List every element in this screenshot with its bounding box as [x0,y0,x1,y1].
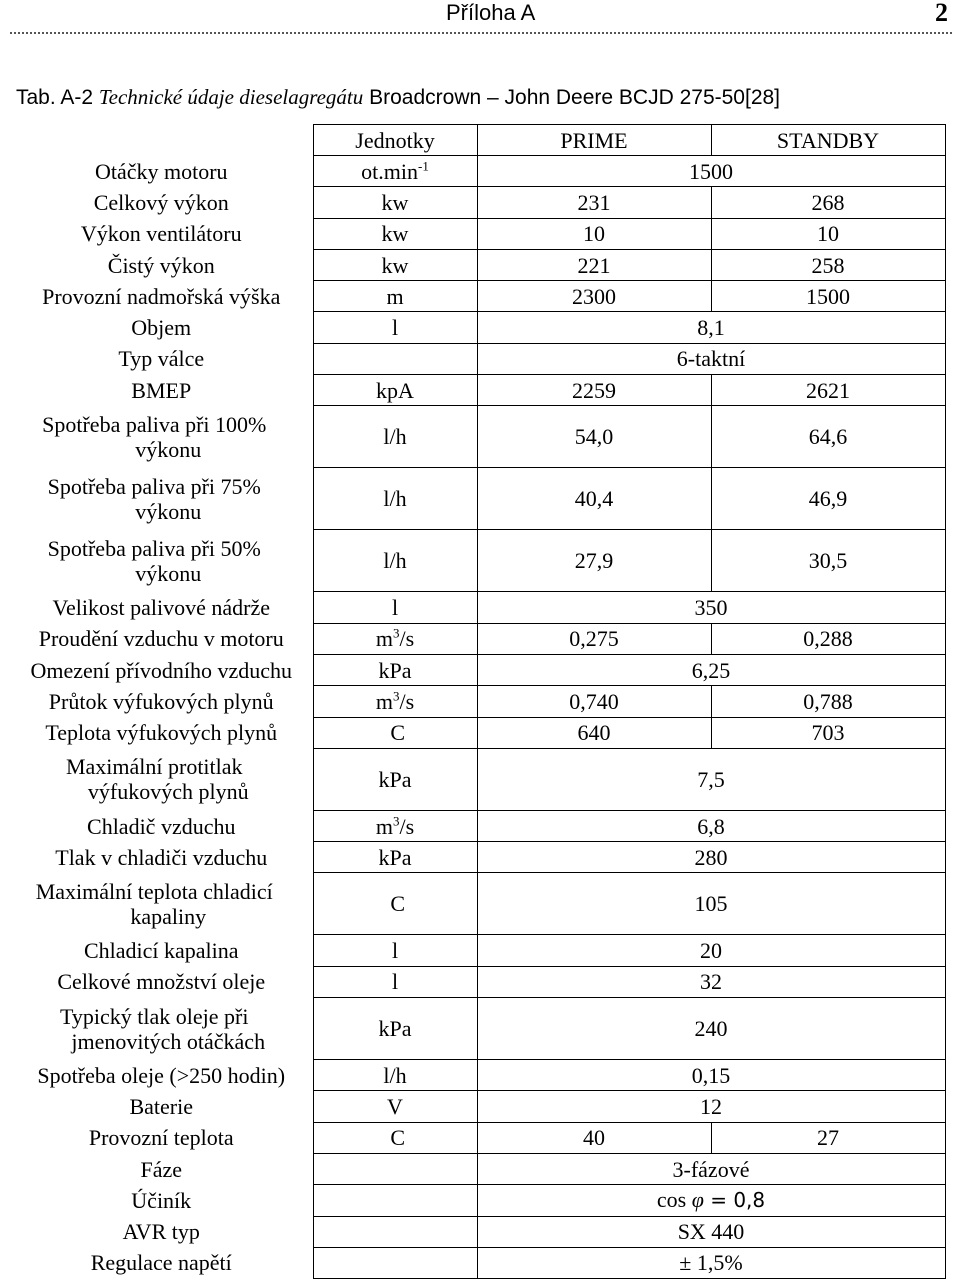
unit-superscript: -1 [418,158,429,174]
unit-tail: /s [399,626,415,652]
table-row [10,842,945,873]
unit-base: ot.min [361,158,418,184]
row-label-wrap [48,536,275,586]
row-label-line1: Spotřeba paliva při 100% [42,411,267,437]
row-standby-value: 0,288 [711,623,945,654]
row-unit: C [313,717,477,748]
table-row [10,156,945,187]
table-row [10,218,945,249]
row-standby-value: 2621 [711,375,945,406]
row-unit: l/h [313,468,477,530]
row-label: Omezení přívodního vzduchu [10,654,313,685]
table-row [10,249,945,280]
row-label-line1: Spotřeba paliva při 75% [47,473,261,499]
row-label: Teplota výfukových plynů [10,717,313,748]
row-unit: kPa [313,998,477,1060]
table-row [10,406,945,468]
table-row [10,312,945,343]
table-row [10,1122,945,1153]
row-merged-value: 20 [477,935,945,966]
row-label: Baterie [10,1091,313,1122]
unit-tail: /s [399,688,415,714]
row-unit: kpA [313,375,477,406]
row-unit [313,156,477,187]
row-merged-value: 32 [477,966,945,997]
table-row [10,375,945,406]
row-unit: kPa [313,842,477,873]
row-label [10,530,313,592]
cos-value: = 0,8 [703,1188,766,1213]
row-prime-value: 27,9 [477,530,711,592]
row-unit: l/h [313,530,477,592]
table-row [10,654,945,685]
row-merged-value: 12 [477,1091,945,1122]
cos-prefix: cos [656,1187,692,1213]
row-prime-value: 2300 [477,281,711,312]
row-label-line2: výfukových plynů [87,779,249,805]
row-standby-value: 1500 [711,281,945,312]
table-row [10,686,945,717]
unit-superscript: 3 [392,625,400,641]
row-label-wrap [57,1004,265,1054]
row-standby-value: 46,9 [711,468,945,530]
row-unit [313,1247,477,1278]
row-label-line2: výkonu [135,560,202,586]
row-label: Proudění vzduchu v motoru [10,623,313,654]
row-standby-value: 258 [711,249,945,280]
row-prime-value: 640 [477,717,711,748]
row-unit: l [313,592,477,623]
phi-symbol: φ [691,1187,704,1213]
table-row [10,343,945,374]
row-label [10,748,313,810]
row-label: Chladič vzduchu [10,810,313,841]
row-label-line1: Maximální protitlak [65,754,243,780]
row-prime-value: 0,275 [477,623,711,654]
row-unit: kw [313,187,477,218]
row-label [10,998,313,1060]
row-label: Výkon ventilátoru [10,218,313,249]
unit-superscript: 3 [392,813,400,829]
unit-base: m [375,688,393,714]
row-prime-value: 221 [477,249,711,280]
row-unit [313,623,477,654]
row-unit [313,1153,477,1184]
caption-suffix: Broadcrown – John Deere BCJD 275-50[28] [363,86,781,109]
row-prime-value: 231 [477,187,711,218]
unit-base: m [375,813,393,839]
row-prime-value: 2259 [477,375,711,406]
row-label: Fáze [10,1153,313,1184]
row-unit: l [313,935,477,966]
row-unit: kw [313,218,477,249]
row-label: Provozní teplota [10,1122,313,1153]
row-unit: C [313,1122,477,1153]
row-prime-value: 40,4 [477,468,711,530]
row-prime-value: 54,0 [477,406,711,468]
page-number: 2 [935,0,948,27]
row-standby-value: 30,5 [711,530,945,592]
caption-prefix: Tab. A-2 [16,86,99,109]
row-label [10,873,313,935]
table-row [10,966,945,997]
row-label-wrap [48,474,275,524]
col-header-standby: STANDBY [711,125,945,156]
row-label [10,406,313,468]
col-header-prime: PRIME [477,125,711,156]
row-unit [313,686,477,717]
row-merged-value: ± 1,5% [477,1247,945,1278]
row-prime-value: 10 [477,218,711,249]
row-standby-value: 27 [711,1122,945,1153]
col-header-units: Jednotky [313,125,477,156]
row-label: Chladicí kapalina [10,935,313,966]
table-row [10,187,945,218]
page-header [10,0,952,34]
row-label-line1: Spotřeba paliva při 50% [47,535,261,561]
table-row [10,1247,945,1278]
row-unit: m [313,281,477,312]
row-label-line1: Typický tlak oleje při [60,1003,249,1029]
row-unit: kPa [313,748,477,810]
row-standby-value: 268 [711,187,945,218]
row-label-line2: jmenovitých otáčkách [71,1028,266,1054]
row-unit: l [313,966,477,997]
row-merged-value: 6,8 [477,810,945,841]
row-label-line2: kapaliny [130,903,207,929]
row-merged-value: 0,15 [477,1060,945,1091]
table-row [10,1153,945,1184]
row-standby-value: 0,788 [711,686,945,717]
row-label: Čistý výkon [10,249,313,280]
row-merged-value: 105 [477,873,945,935]
row-merged-value: 280 [477,842,945,873]
table-row [10,623,945,654]
row-unit: V [313,1091,477,1122]
row-merged-value: 7,5 [477,748,945,810]
row-label: BMEP [10,375,313,406]
row-label: Průtok výfukových plynů [10,686,313,717]
row-merged-value: 1500 [477,156,945,187]
table-row [10,281,945,312]
row-label-line1: Maximální teplota chladicí [35,878,273,904]
row-label: AVR typ [10,1216,313,1247]
row-prime-value: 40 [477,1122,711,1153]
row-standby-value: 64,6 [711,406,945,468]
unit-base: m [375,626,393,652]
row-prime-value: 0,740 [477,686,711,717]
row-unit [313,343,477,374]
row-merged-value: 3-fázové [477,1153,945,1184]
row-standby-value: 10 [711,218,945,249]
row-label: Velikost palivové nádrže [10,592,313,623]
row-merged-value: 6,25 [477,654,945,685]
row-label: Celkový výkon [10,187,313,218]
row-unit: l/h [313,1060,477,1091]
row-label: Provozní nadmořská výška [10,281,313,312]
row-label-wrap [66,754,257,804]
row-merged-value: SX 440 [477,1216,945,1247]
table-row [10,1216,945,1247]
table-row [10,748,945,810]
table-row [10,1060,945,1091]
row-unit: kw [313,249,477,280]
row-label: Regulace napětí [10,1247,313,1278]
row-unit: C [313,873,477,935]
unit-superscript: 3 [392,688,400,704]
table-row [10,810,945,841]
table-row [10,592,945,623]
row-merged-value: 240 [477,998,945,1060]
table-row [10,935,945,966]
row-label: Typ válce [10,343,313,374]
row-label: Účiník [10,1185,313,1216]
table-row [10,530,945,592]
row-label [10,468,313,530]
header-empty-cell [10,125,313,156]
row-label-line2: výkonu [135,498,202,524]
row-unit: kPa [313,654,477,685]
row-merged-value [477,1185,945,1216]
caption-italic: Technické údaje dieselagregátu [98,85,364,109]
table-row [10,717,945,748]
row-label: Otáčky motoru [10,156,313,187]
row-label-line2: výkonu [135,436,202,462]
table-row [10,468,945,530]
row-label: Celkové množství oleje [10,966,313,997]
row-unit: l/h [313,406,477,468]
unit-tail: /s [399,813,415,839]
row-label: Spotřeba oleje (>250 hodin) [10,1060,313,1091]
spec-table [10,124,946,1279]
row-merged-value: 8,1 [477,312,945,343]
table-row [10,1091,945,1122]
row-unit [313,810,477,841]
row-merged-value: 350 [477,592,945,623]
row-label: Tlak v chladiči vzduchu [10,842,313,873]
header-title: Příloha A [446,0,536,25]
header-row [10,125,945,156]
row-standby-value: 703 [711,717,945,748]
row-unit [313,1216,477,1247]
table-caption [16,84,780,111]
row-label: Objem [10,312,313,343]
table-row [10,1185,945,1216]
table-row [10,998,945,1060]
table-row [10,873,945,935]
row-merged-value: 6-taktní [477,343,945,374]
row-unit [313,1185,477,1216]
row-unit: l [313,312,477,343]
row-label-wrap [36,879,287,929]
row-label-wrap [42,412,280,462]
